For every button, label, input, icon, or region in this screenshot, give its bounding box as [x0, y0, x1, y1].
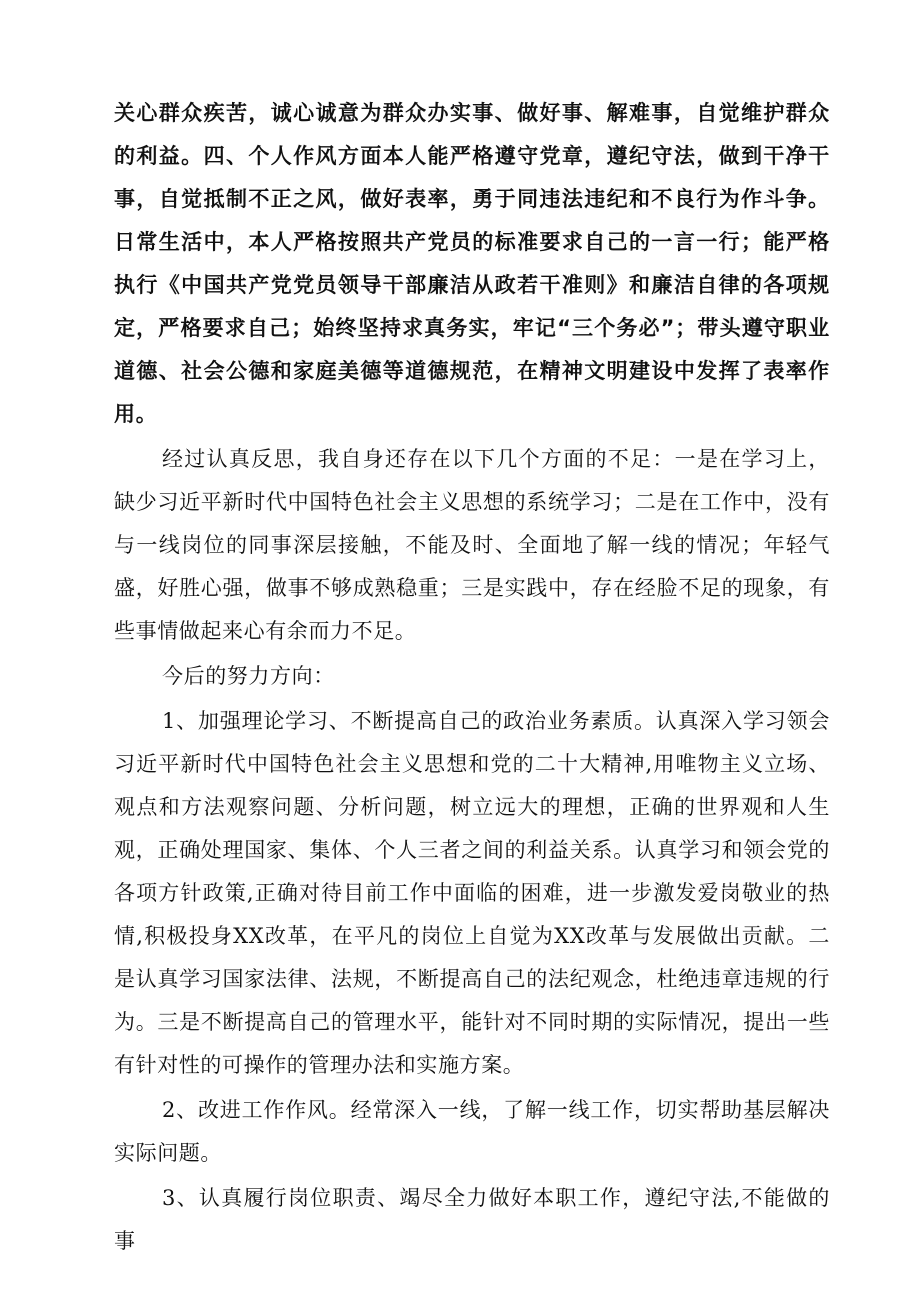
paragraph-item-3: 3、认真履行岗位职责、竭尽全力做好本职工作，遵纪守法,不能做的事 — [114, 1186, 830, 1253]
paragraph-item-2: 2、改进工作作风。经常深入一线，了解一线工作，切实帮助基层解决实际问题。 — [114, 1098, 830, 1165]
paragraph-direction-heading: 今后的努力方向： — [162, 664, 335, 688]
paragraph-item-1: 1、加强理论学习、不断提高自己的政治业务素质。认真深入学习领会习近平新时代中国特色社会主义思想和党的二十大精神,用唯物主义立场、观点和方法观察问题、分析问题，树立远大的理想，正确的世界观和人生观，正确处理国家、集体、个人三者之间的利益关系。认真学习和领会党的各项方针政策,正确对待目前工作中面临的困难，进一步激发爱岗敬业的热情,积极投身XX改革，在平凡的岗位上自觉为XX改革与发展做出贡献。二是认真学习国家法律、法规，不断提高自己的法纪观念，杜绝违章违规的行为。三是不断提高自己的管理水平，能针对不同时期的实际情况，提出一些有针对性的可操作的管理办法和实施方案。 — [114, 709, 830, 1077]
paragraph-shortcomings: 经过认真反思，我自身还存在以下几个方面的不足：一是在学习上，缺少习近平新时代中国特色社会主义思想的系统学习；二是在工作中，没有与一线岗位的同事深层接触，不能及时、全面地了解一线的情况；年轻气盛，好胜心强，做事不够成熟稳重；三是实践中，存在经脸不足的现象，有些事情做起来心有余而力不足。 — [114, 447, 830, 643]
document-body — [114, 92, 830, 1263]
paragraph-conduct: 关心群众疾苦，诚心诚意为群众办实事、做好事、解难事，自觉维护群众的利益。四、个人作风方面本人能严格遵守党章，遵纪守法，做到干净干事，自觉抵制不正之风，做好表率，勇于同违法违纪和不良行为作斗争。日常生活中，本人严格按照共产党员的标准要求自己的一言一行；能严格执行《中国共产党党员领导干部廉洁从政若干准则》和廉洁自律的各项规定，严格要求自己；始终坚持求真务实，牢记“三个务必”；带头遵守职业道德、社会公德和家庭美德等道德规范，在精神文明建设中发挥了表率作用。 — [114, 101, 830, 426]
